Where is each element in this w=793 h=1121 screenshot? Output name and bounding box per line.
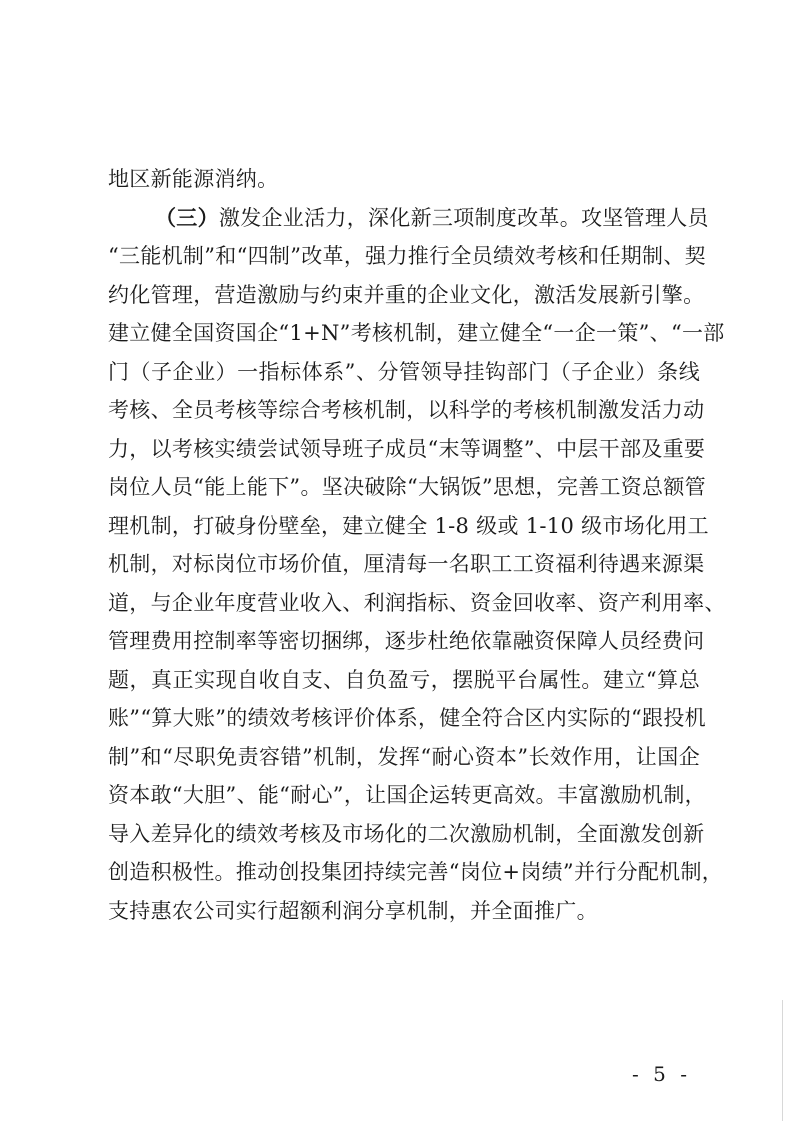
section-marker: （三） <box>155 204 219 230</box>
text-line: 导入差异化的绩效考核及市场化的二次激励机制，全面激发创新 <box>108 821 705 846</box>
text-line: 道，与企业年度营业收入、利润指标、资金回收率、资产利用率、 <box>108 590 726 615</box>
text-line: 门（子企业）一指标体系”、分管领导挂钩部门（子企业）条线 <box>108 359 700 384</box>
text-line: 资本敢“大胆”、能“耐心”，让国企运转更高效。丰富激励机制， <box>108 783 706 807</box>
text-line: 岗位人员“能上能下”。坚决破除“大锅饭”思想，完善工资总额管 <box>108 475 706 499</box>
text-line: 考核、全员考核等综合考核机制，以科学的考核机制激发活力动 <box>108 398 705 422</box>
text-line: 支持惠农公司实行超额利润分享机制，并全面推广。 <box>108 898 598 923</box>
page-number: - 5 - <box>632 1062 691 1086</box>
text-line: 管理费用控制率等密切捆绑，逐步杜绝依靠融资保障人员经费问 <box>108 629 705 653</box>
text-line: 创造积极性。推动创投集团持续完善“岗位+岗绩”并行分配机制， <box>108 860 724 884</box>
text-line: 理机制，打破身份壁垒，建立健全 1-8 级或 1-10 级市场化用工 <box>108 513 709 538</box>
text-line: 制”和“尽职免责容错”机制，发挥“耐心资本”长效作用，让国企 <box>108 744 700 769</box>
text-line: 建立健全国资国企“1+N”考核机制，建立健全“一企一策”、“一部 <box>108 321 725 345</box>
text-line: 地区新能源消纳。 <box>108 167 279 191</box>
section-heading-line <box>108 199 709 238</box>
text-line: 激发企业活力，深化新三项制度改革。攻坚管理人员 <box>218 205 709 230</box>
text-line: 题，真正实现自收自支、自负盈亏，摆脱平台属性。建立“算总 <box>108 667 700 692</box>
body-text <box>108 160 726 930</box>
text-line: “三能机制”和“四制”改革，强力推行全员绩效考核和任期制、契 <box>108 244 706 268</box>
text-line: 账”“算大账”的绩效考核评价体系，健全符合区内实际的“跟投机 <box>108 706 706 730</box>
text-line: 力，以考核实绩尝试领导班子成员“末等调整”、中层干部及重要 <box>108 436 706 461</box>
scan-edge-line <box>782 1000 783 1121</box>
text-line: 机制，对标岗位市场价值，厘清每一名职工工资福利待遇来源渠 <box>108 552 705 576</box>
text-line: 约化管理，营造激励与约束并重的企业文化，激活发展新引擎。 <box>108 282 705 307</box>
